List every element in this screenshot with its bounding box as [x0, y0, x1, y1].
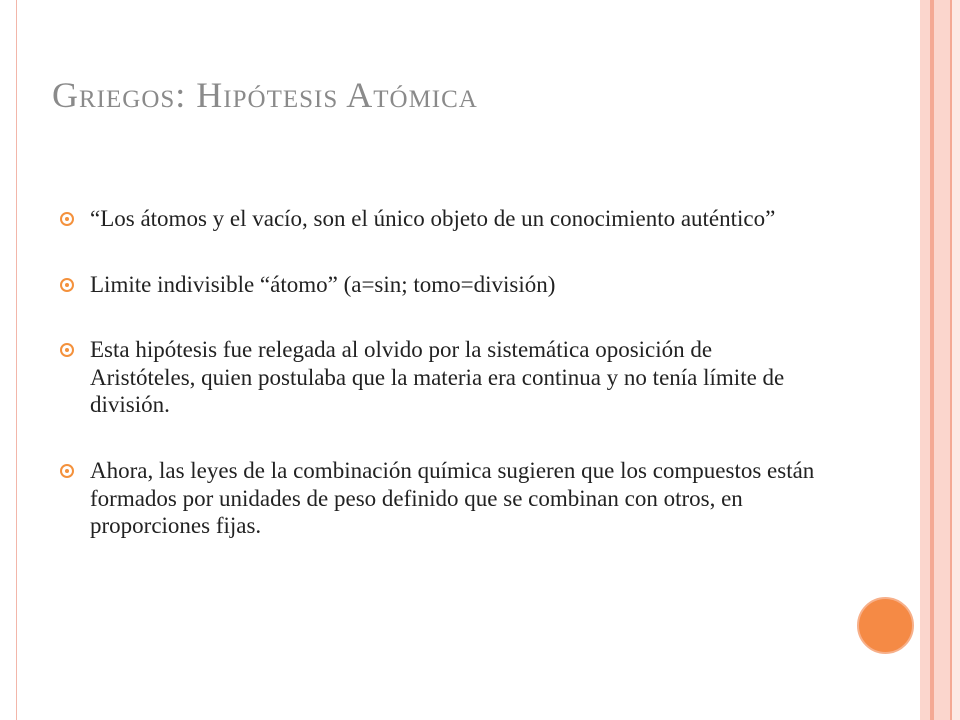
bullet-text: Limite indivisible “átomo” (a=sin; tomo=división): [90, 271, 556, 297]
bullet-item: [60, 336, 820, 419]
bullet-text: “Los átomos y el vacío, son el único objeto de un conocimiento auténtico”: [90, 206, 776, 231]
decorative-bar: [934, 0, 950, 720]
decorative-circle: [857, 597, 914, 654]
bullet-circle-icon: [60, 464, 74, 478]
bullet-circle-icon: [60, 278, 74, 292]
bullet-text: Esta hipótesis fue relegada al olvido por la sistemática oposición de Aristóteles, quien postulaba que la materia era continua y no tenía límite de división.: [90, 337, 785, 418]
decorative-bar: [950, 0, 960, 720]
bullet-circle-icon: [60, 212, 74, 226]
decorative-bar: [920, 0, 930, 720]
bullet-text: Ahora, las leyes de la combinación química sugieren que los compuestos están formados por unidades de peso definido que se combinan con otros, en proporciones fijas.: [90, 457, 815, 539]
bullet-item: [60, 205, 820, 233]
bullet-item: [60, 457, 820, 540]
bullet-item: [60, 271, 820, 299]
bullet-circle-icon: [60, 343, 74, 357]
bullet-list: [60, 205, 820, 578]
slide-title: Griegos: Hipótesis Atómica: [52, 75, 478, 115]
